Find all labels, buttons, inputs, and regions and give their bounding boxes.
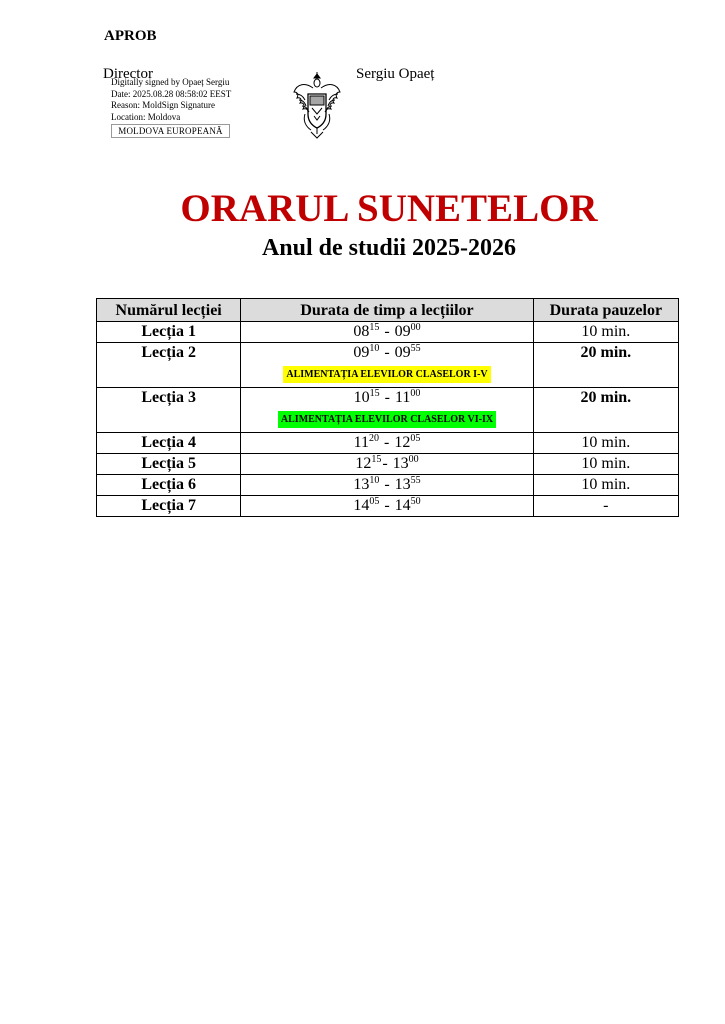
signature-line: Date: 2025.08.28 08:58:02 EEST bbox=[111, 88, 232, 99]
end-hour: 12 bbox=[394, 434, 411, 451]
lesson-time bbox=[241, 454, 533, 475]
break-duration: 20 min. bbox=[533, 343, 678, 388]
start-minute: 05 bbox=[369, 496, 380, 507]
signature-stamp-box: MOLDOVA EUROPEANĂ bbox=[111, 124, 230, 138]
end-minute: 00 bbox=[410, 322, 421, 333]
end-hour: 09 bbox=[394, 344, 411, 361]
digital-signature bbox=[111, 77, 231, 123]
bell-schedule-table bbox=[96, 298, 679, 517]
end-minute: 00 bbox=[408, 454, 419, 465]
time-separator: - bbox=[380, 497, 394, 514]
time-separator: - bbox=[380, 434, 394, 451]
start-hour: 12 bbox=[355, 455, 372, 472]
start-minute: 15 bbox=[369, 322, 380, 333]
lesson-name: Lecția 3 bbox=[97, 388, 241, 433]
start-hour: 08 bbox=[353, 323, 370, 340]
start-hour: 11 bbox=[353, 434, 370, 451]
start-hour: 09 bbox=[353, 344, 370, 361]
director-label: Director bbox=[103, 66, 153, 82]
time-separator: - bbox=[380, 476, 394, 493]
approve-label: APROB bbox=[104, 28, 157, 44]
start-hour: 13 bbox=[353, 476, 370, 493]
time-separator: - bbox=[380, 389, 394, 406]
lesson-time bbox=[241, 388, 533, 433]
column-header-duration: Durata de timp a lecțiilor bbox=[241, 299, 533, 322]
table-row bbox=[97, 496, 679, 517]
meal-note: ALIMENTAȚIA ELEVILOR CLASELOR VI-IX bbox=[278, 411, 496, 428]
table-row bbox=[97, 322, 679, 343]
time-separator: - bbox=[382, 455, 392, 472]
table-header-row bbox=[97, 299, 679, 322]
column-header-break: Durata pauzelor bbox=[533, 299, 678, 322]
table-row bbox=[97, 475, 679, 496]
page-subtitle: Anul de studii 2025-2026 bbox=[261, 235, 517, 261]
start-minute: 10 bbox=[369, 475, 380, 486]
start-minute: 20 bbox=[369, 433, 380, 444]
end-hour: 13 bbox=[394, 476, 411, 493]
break-duration: 10 min. bbox=[533, 433, 678, 454]
start-hour: 10 bbox=[353, 389, 370, 406]
lesson-time bbox=[241, 433, 533, 454]
table-row bbox=[97, 433, 679, 454]
lesson-name: Lecția 1 bbox=[97, 322, 241, 343]
lesson-name: Lecția 6 bbox=[97, 475, 241, 496]
end-hour: 13 bbox=[392, 455, 409, 472]
lesson-name: Lecția 5 bbox=[97, 454, 241, 475]
page-title: ORARUL SUNETELOR bbox=[180, 187, 598, 230]
start-minute: 10 bbox=[369, 343, 380, 354]
end-minute: 50 bbox=[410, 496, 421, 507]
table-row bbox=[97, 454, 679, 475]
break-duration: 20 min. bbox=[533, 388, 678, 433]
end-hour: 09 bbox=[394, 323, 411, 340]
end-minute: 00 bbox=[410, 388, 421, 399]
column-header-lesson: Numărul lecției bbox=[97, 299, 241, 322]
time-separator: - bbox=[380, 323, 394, 340]
lesson-name: Lecția 2 bbox=[97, 343, 241, 388]
lesson-time bbox=[241, 496, 533, 517]
break-duration: - bbox=[533, 496, 678, 517]
signature-line: Digitally signed by Opaeț Sergiu bbox=[111, 77, 230, 87]
end-minute: 55 bbox=[410, 475, 421, 486]
meal-note: ALIMENTAȚIA ELEVILOR CLASELOR I-V bbox=[283, 366, 490, 383]
lesson-name: Lecția 4 bbox=[97, 433, 241, 454]
table-row bbox=[97, 388, 679, 433]
signer-name: Sergiu Opaeț bbox=[356, 66, 435, 82]
lesson-time bbox=[241, 343, 533, 388]
break-duration: 10 min. bbox=[533, 322, 678, 343]
start-hour: 14 bbox=[353, 497, 370, 514]
end-minute: 05 bbox=[410, 433, 421, 444]
end-hour: 11 bbox=[394, 389, 411, 406]
end-minute: 55 bbox=[410, 343, 421, 354]
table-row bbox=[97, 343, 679, 388]
coat-of-arms-icon bbox=[291, 70, 343, 142]
signature-line: Reason: MoldSign Signature bbox=[111, 100, 215, 110]
start-minute: 15 bbox=[369, 388, 380, 399]
break-duration: 10 min. bbox=[533, 475, 678, 496]
end-hour: 14 bbox=[394, 497, 411, 514]
time-separator: - bbox=[380, 344, 394, 361]
lesson-name: Lecția 7 bbox=[97, 496, 241, 517]
start-minute: 15 bbox=[371, 454, 382, 465]
break-duration: 10 min. bbox=[533, 454, 678, 475]
lesson-time bbox=[241, 475, 533, 496]
signature-line: Location: Moldova bbox=[111, 111, 181, 122]
lesson-time bbox=[241, 322, 533, 343]
